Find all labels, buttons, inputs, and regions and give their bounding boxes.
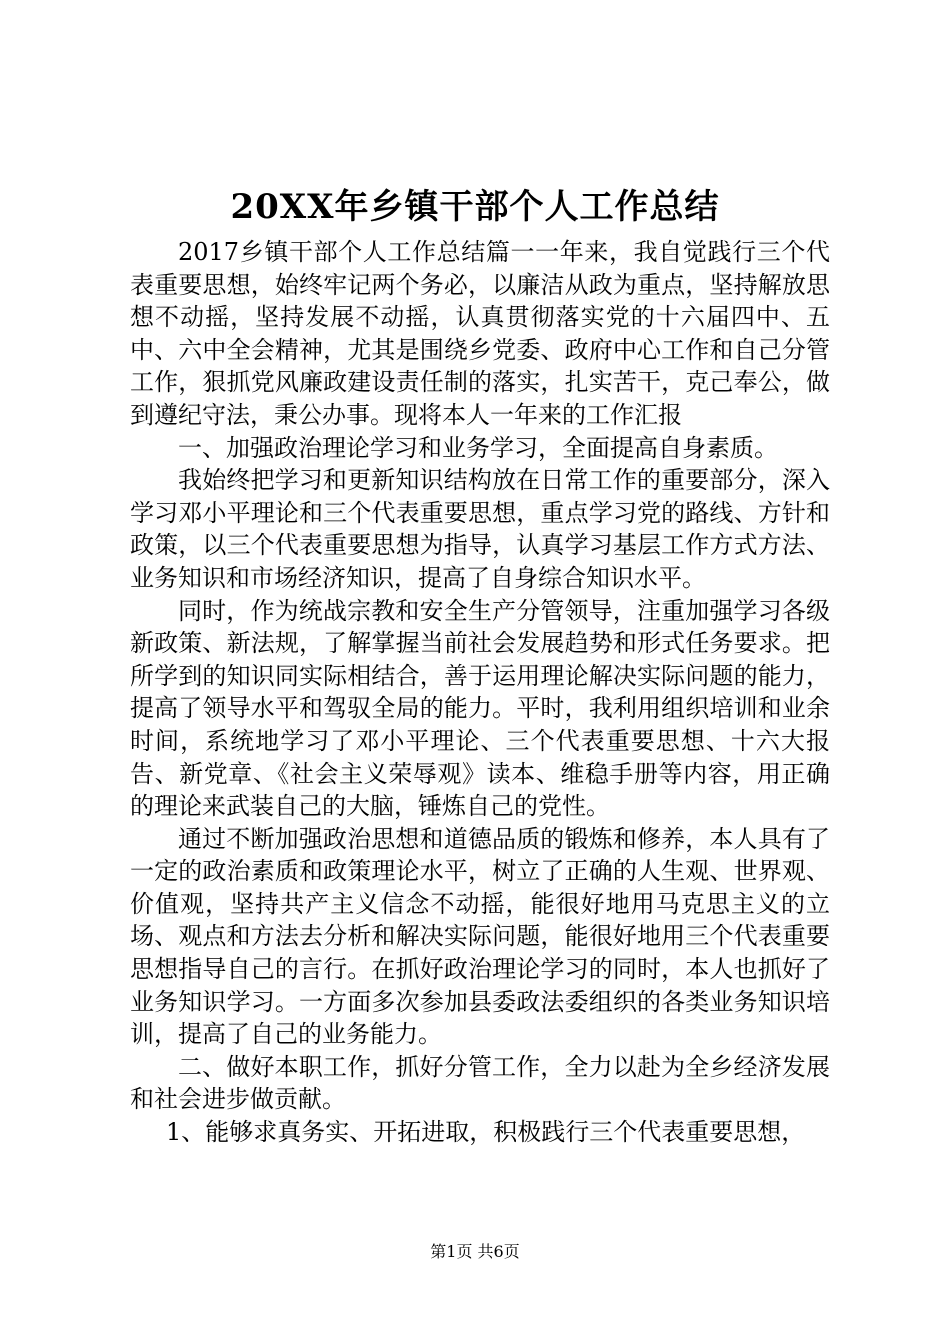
paragraph-item-1: 1、能够求真务实、开拓进取，积极践行三个代表重要思想， (166, 1118, 806, 1147)
document-body (130, 236, 830, 1149)
page-footer: 第1页 共6页 (430, 1242, 520, 1261)
paragraph-section-heading-1: 一、加强政治理论学习和业务学习，全面提高自身素质。 (178, 433, 778, 462)
paragraph-cultivation: 通过不断加强政治思想和道德品质的锻炼和修养，本人具有了一定的政治素质和政策理论水平，树立了正确的人生观、世界观、价值观，坚持共产主义信念不动摇，能很好地用马克思主义的立场、观点和方法去分析和解决实际问题，能很好地用三个代表重要思想指导自己的言行。在抓好政治理论学习的同时，本人也抓好了业务知识学习。一方面多次参加县委政法委组织的各类业务知识培训，提高了自己的业务能力。 (130, 824, 830, 1049)
paragraph-policy: 同时，作为统战宗教和安全生产分管领导，注重加强学习各级新政策、新法规，了解掌握当前社会发展趋势和形式任务要求。把所学到的知识同实际相结合，善于运用理论解决实际问题的能力，提高了领导水平和驾驭全局的能力。平时，我利用组织培训和业余时间，系统地学习了邓小平理论、三个代表重要思想、十六大报告、新党章、《社会主义荣辱观》读本、维稳手册等内容，用正确的理论来武装自己的大脑，锤炼自己的党性。 (130, 596, 830, 821)
paragraph-study: 我始终把学习和更新知识结构放在日常工作的重要部分，深入学习邓小平理论和三个代表重要思想，重点学习党的路线、方针和政策，以三个代表重要思想为指导，认真学习基层工作方式方法、业务知识和市场经济知识，提高了自身综合知识水平。 (130, 466, 830, 592)
paragraph-intro: 2017乡镇干部个人工作总结篇一一年来，我自觉践行三个代表重要思想，始终牢记两个务必，以廉洁从政为重点，坚持解放思想不动摇，坚持发展不动摇，认真贯彻落实党的十六届四中、五中、六中全会精神，尤其是围绕乡党委、政府中心工作和自己分管工作，狠抓党风廉政建设责任制的落实，扎实苦干，克己奉公，做到遵纪守法，秉公办事。现将本人一年来的工作汇报 (130, 238, 830, 429)
paragraph-section-heading-2: 二、做好本职工作，抓好分管工作，全力以赴为全乡经济发展和社会进步做贡献。 (130, 1052, 830, 1114)
document-title: 20XX年乡镇干部个人工作总结 (230, 187, 720, 227)
